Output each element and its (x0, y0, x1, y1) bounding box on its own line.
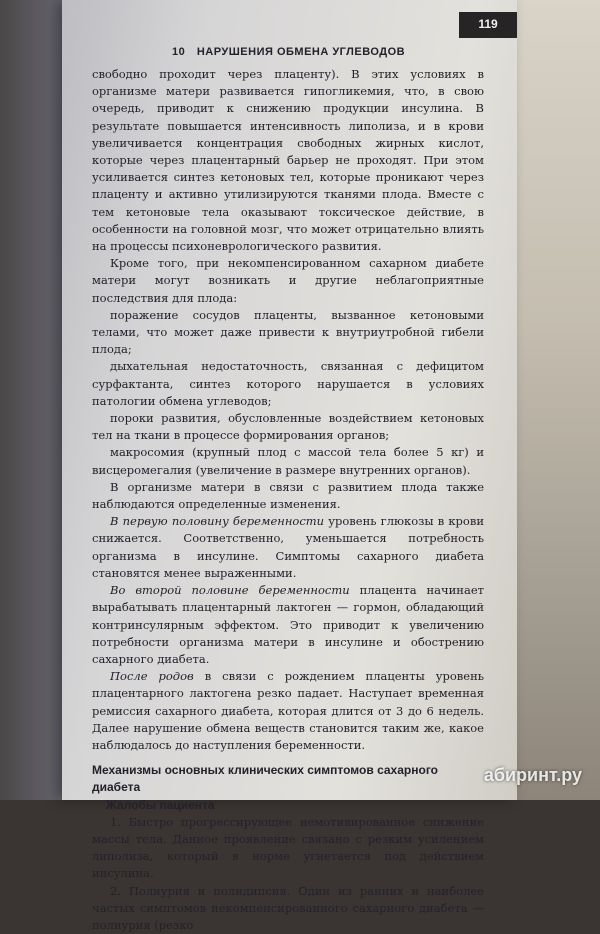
page-number-box (459, 12, 517, 38)
paragraph: В организме матери в связи с развитием плода также наблюдаются определенные изменения. (92, 479, 484, 512)
list-item: 1. Быстро прогрессирующее немотивированное снижение массы тела. Данное проявление связано с резким усилением липолиза, который в норме угнетается под действием инсулина. (92, 814, 484, 881)
section-heading: Механизмы основных клинических симптомов сахарного диабета (92, 763, 438, 795)
paragraph: дыхательная недостаточность, связанная с дефицитом сурфактанта, синтез которого нарушается в условиях патологии обмена углеводов; (92, 359, 484, 408)
watermark: абиринт.ру (483, 765, 582, 785)
page-number: 119 (478, 17, 498, 31)
body-text (92, 66, 484, 934)
paragraph: макросомия (крупный плод с массой тела более 5 кг) и висцеромегалия (увеличение в размере внутренних органов). (92, 445, 484, 477)
book-page (62, 0, 517, 932)
paragraph (92, 582, 484, 668)
paragraph: пороки развития, обусловленные воздействием кетоновых тел на ткани в процессе формирования органов; (92, 411, 484, 443)
paragraph: Кроме того, при некомпенсированном сахарном диабете матери могут возникать и другие неблагоприятные последствия для плода: (92, 256, 484, 305)
chapter-number: 10 (172, 46, 186, 58)
list-item: 2. Полиурия и полидипсия. Один из ранних и наиболее частых симптомов некомпенсированного сахарного диабета — полиурия (резко (92, 883, 484, 932)
paragraph (92, 513, 484, 582)
emphasis: Во второй половине беременности (110, 583, 350, 598)
running-head (172, 46, 472, 58)
paragraph: свободно проходит через плаценту). В этих условиях в организме матери развивается гипогликемия, что, в свою очередь, приводит к снижению продукции инсулина. В результате повышается интенсивность липолиза, и в крови увеличивается концентрация свободных жирных кислот, которые через плацентарный барьер не проходят. При этом усиливается синтез кетоновых тел, которые проникают через плаценту и активно утилизируются тканями плода. Вместе с тем кетоновые тела оказывают токсическое действие, в особенности на головной мозг, что может отрицательно влиять на процессы психоневрологического развития. (92, 67, 484, 254)
chapter-title: НАРУШЕНИЯ ОБМЕНА УГЛЕВОДОВ (196, 46, 406, 58)
emphasis: В первую половину беременности (110, 514, 325, 529)
paragraph-text: уровень глюкозы в крови снижается. Соответственно, уменьшается потребность организма в инсулине. Симптомы сахарного диабета становятся менее выраженными. (92, 514, 484, 580)
subsection-heading: Жалобы пациента (106, 797, 215, 812)
paragraph: поражение сосудов плаценты, вызванное кетоновыми телами, что может даже привести к внутриутробной гибели плода; (92, 307, 484, 357)
paragraph-text: в связи с рождением плаценты уровень плацентарного лактогена резко падает. Наступает временная ремиссия сахарного диабета, которая длится от 3 до 6 недель. Далее нарушение обмена веществ становится таким же, какое наблюдалось до наступления беременности. (92, 669, 484, 752)
paragraph (92, 668, 484, 754)
paragraph-text: плацента начинает вырабатывать плацентарный лактоген — гормон, обладающий контринсулярным эффектом. Это приводит к увеличению потребности организма матери в инсулине и обострению сахарного диабета. (92, 583, 484, 666)
emphasis: После родов (110, 669, 194, 684)
desk-background (510, 0, 600, 800)
